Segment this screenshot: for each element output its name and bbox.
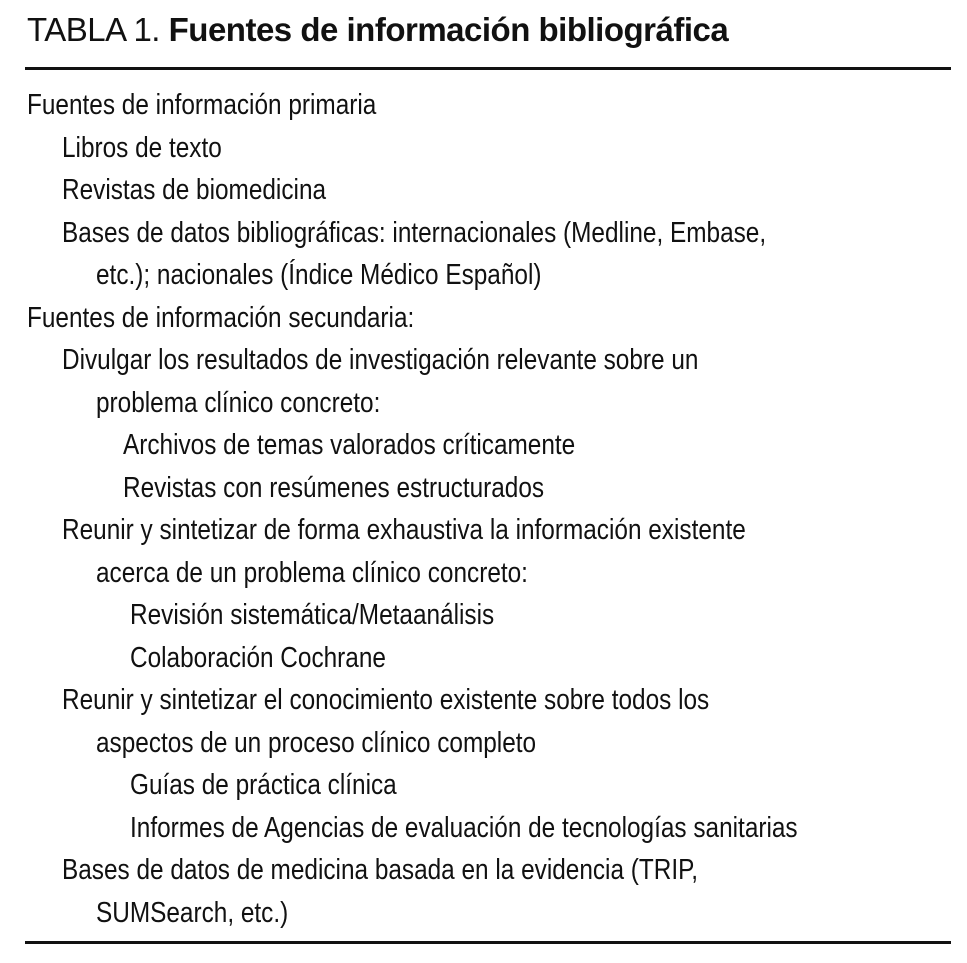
table-row: SUMSearch, etc.)	[96, 896, 289, 929]
table-row: Bases de datos de medicina basada en la evidencia (TRIP,	[62, 854, 699, 886]
table-row: Revistas de biomedicina	[62, 174, 327, 206]
table-row: Revisión sistemática/Metaanálisis	[130, 599, 495, 631]
table-row: Reunir y sintetizar el conocimiento existente sobre todos los	[62, 684, 710, 716]
table-row: Informes de Agencias de evaluación de tecnologías sanitarias	[130, 811, 798, 844]
table-heading: Fuentes de información bibliográfica	[168, 11, 729, 48]
table-row: Archivos de temas valorados críticamente	[123, 429, 576, 461]
table-row: Colaboración Cochrane	[130, 641, 386, 674]
table-row: Revistas con resúmenes estructurados	[123, 471, 545, 504]
table-row: aspectos de un proceso clínico completo	[96, 726, 537, 759]
table-row: Fuentes de información primaria	[27, 89, 377, 121]
table-row: Divulgar los resultados de investigación relevante sobre un	[62, 344, 699, 376]
table-label: TABLA 1.	[27, 11, 160, 48]
table-row: Fuentes de información secundaria:	[27, 301, 415, 334]
table-row: problema clínico concreto:	[96, 386, 381, 419]
table-row: Reunir y sintetizar de forma exhaustiva la información existente	[62, 514, 746, 546]
table-title	[27, 10, 728, 50]
table-row: Libros de texto	[62, 131, 222, 164]
bottom-rule	[25, 941, 951, 944]
table-row: Guías de práctica clínica	[130, 769, 397, 801]
table-row: Bases de datos bibliográficas: internacionales (Medline, Embase,	[62, 216, 767, 249]
table-row: acerca de un problema clínico concreto:	[96, 556, 528, 589]
top-rule	[25, 67, 951, 70]
table-row: etc.); nacionales (Índice Médico Español)	[96, 259, 542, 291]
